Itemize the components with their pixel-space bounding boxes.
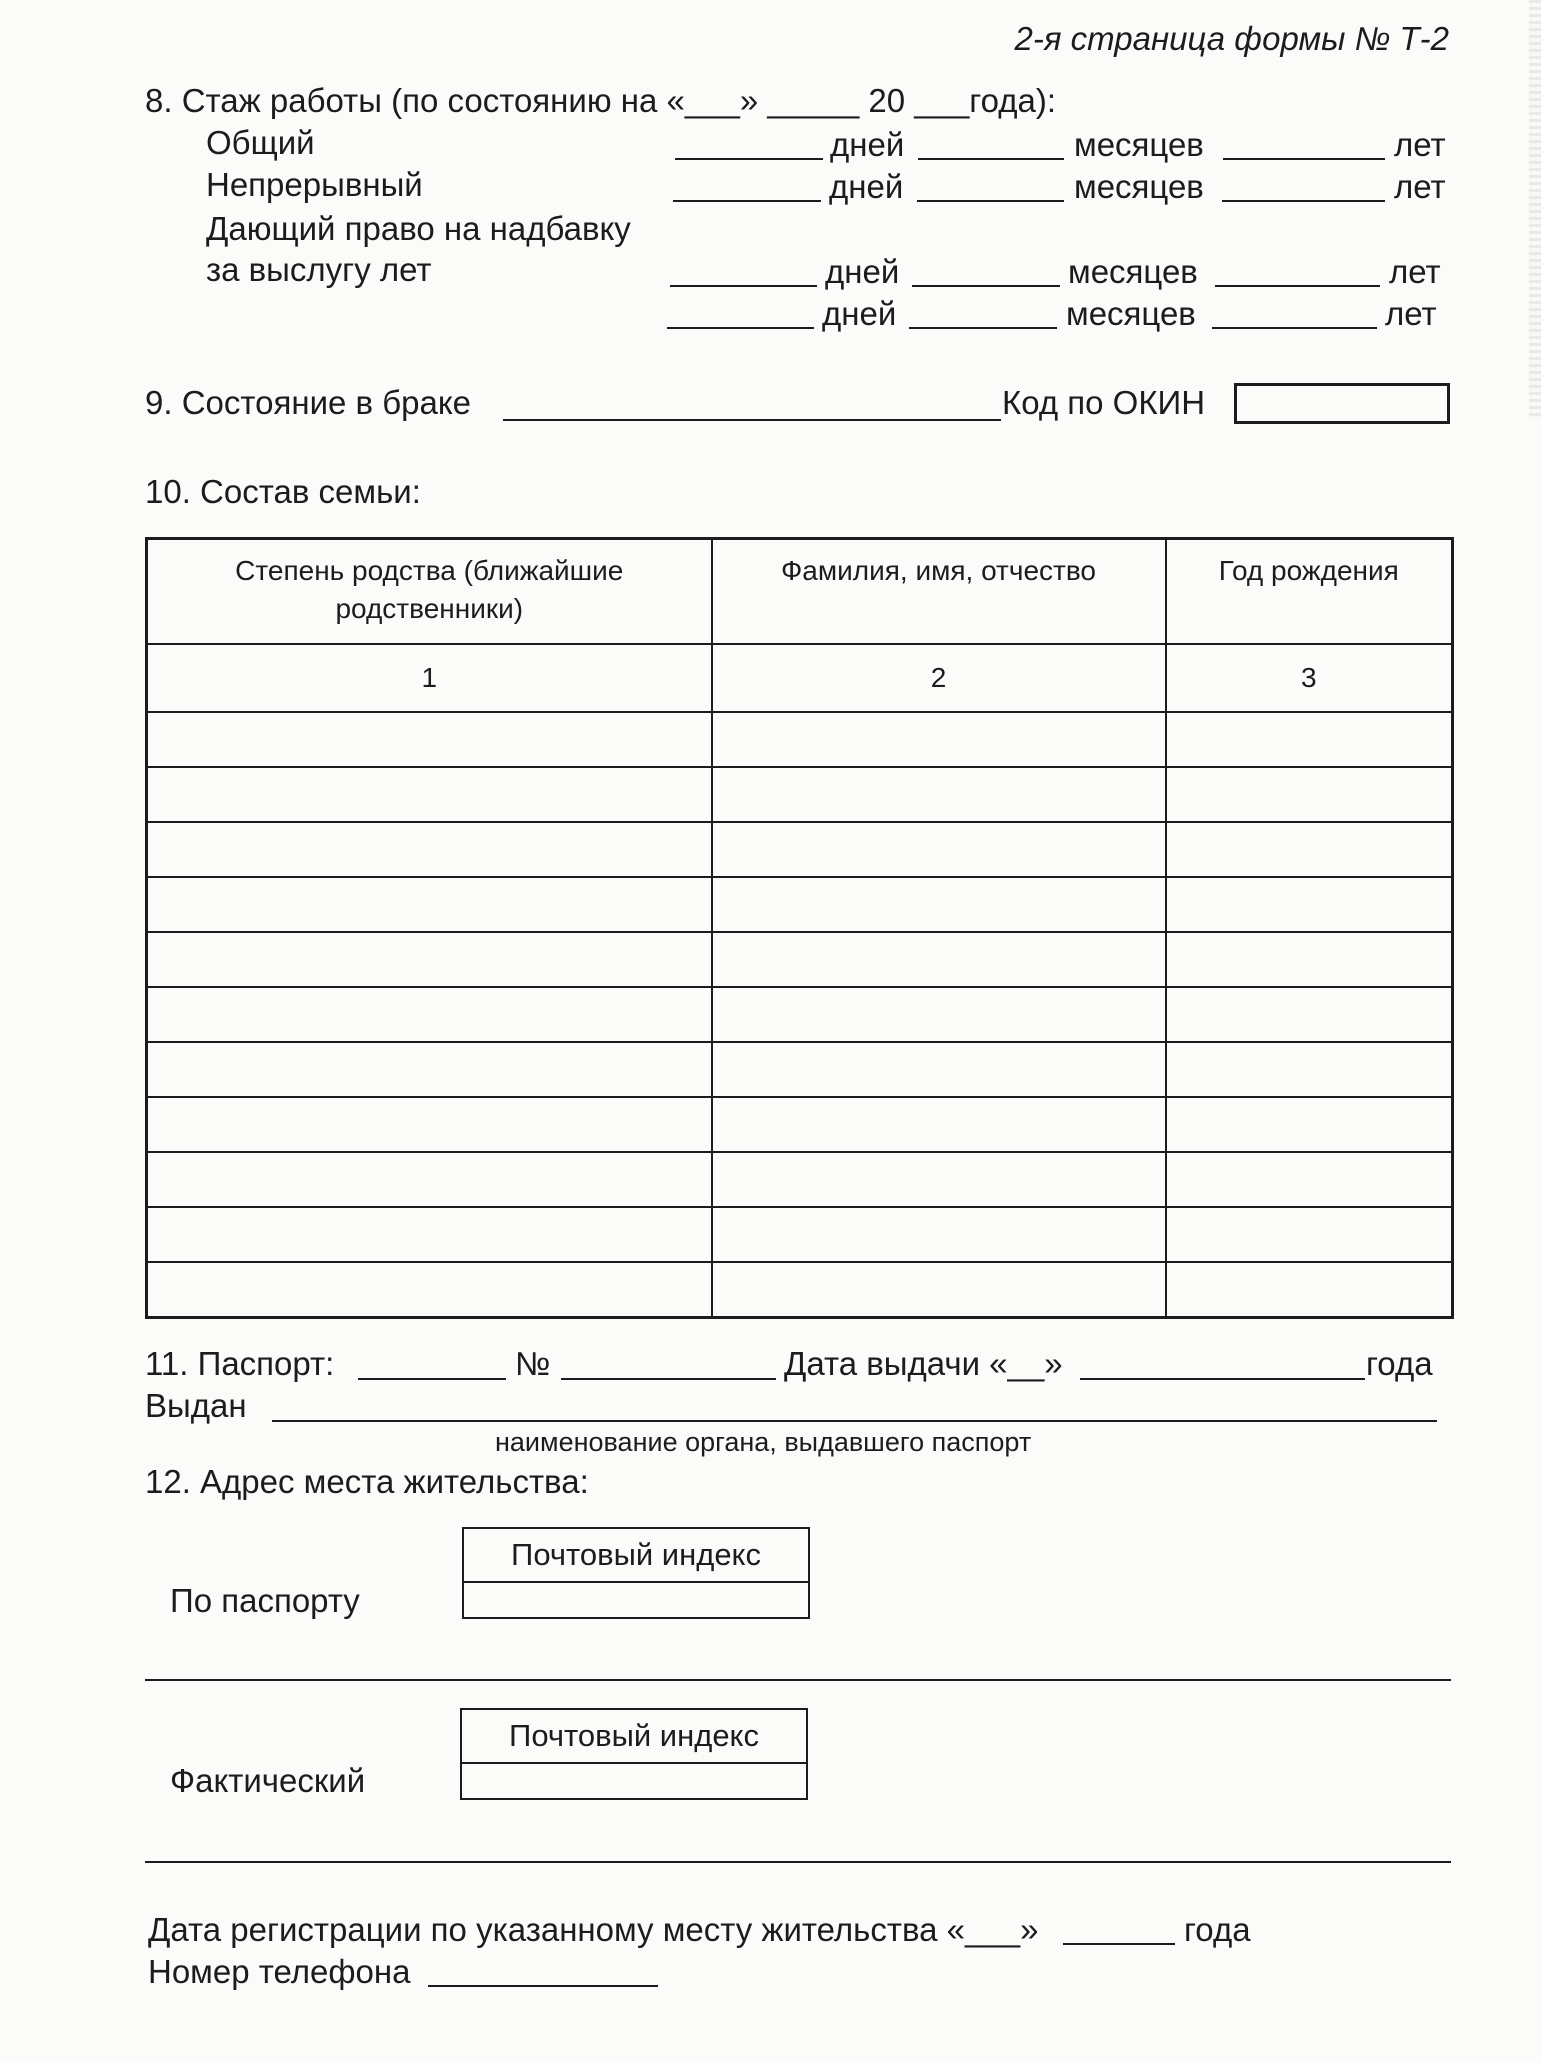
experience-total-years-field[interactable]	[1223, 158, 1385, 160]
table-row	[147, 1207, 1453, 1262]
column-header-birth-year: Год рождения	[1166, 539, 1453, 645]
column-header-fullname: Фамилия, имя, отчество	[712, 539, 1166, 645]
birth-year-cell[interactable]	[1166, 1262, 1453, 1318]
relation-cell[interactable]	[147, 1152, 712, 1207]
postal-index-label: Почтовый индекс	[462, 1710, 806, 1764]
table-row	[147, 767, 1453, 822]
registration-date-label: Дата регистрации по указанному месту жительства «___»	[148, 1911, 1039, 1948]
relation-cell[interactable]	[147, 1097, 712, 1152]
relation-cell[interactable]	[147, 822, 712, 877]
column-number: 1	[147, 644, 712, 712]
relation-cell[interactable]	[147, 987, 712, 1042]
relation-cell[interactable]	[147, 932, 712, 987]
experience-continuous-label: Непрерывный	[206, 166, 423, 203]
experience-seniority-label-2: за выслугу лет	[206, 251, 432, 288]
experience-total-days-field[interactable]	[675, 158, 823, 160]
table-row	[147, 1097, 1453, 1152]
table-row	[147, 1152, 1453, 1207]
experience-seniority-label: Дающий право на надбавку	[206, 210, 631, 247]
months-label: месяцев	[1068, 253, 1198, 290]
birth-year-cell[interactable]	[1166, 987, 1453, 1042]
experience-continuous-years-field[interactable]	[1222, 200, 1385, 202]
table-row	[147, 1262, 1453, 1318]
registration-year-label: года	[1184, 1911, 1251, 1948]
passport-number-label: №	[515, 1345, 551, 1382]
column-header-relation: Степень родства (ближайшие родственники)	[147, 539, 712, 645]
table-row	[147, 987, 1453, 1042]
section8-title: 8. Стаж работы (по состоянию на «___» _____ 20 ___года):	[145, 82, 1056, 119]
passport-series-field[interactable]	[358, 1378, 506, 1380]
birth-year-cell[interactable]	[1166, 1207, 1453, 1262]
registration-date-field[interactable]	[1063, 1943, 1175, 1945]
relation-cell[interactable]	[147, 767, 712, 822]
table-row	[147, 712, 1453, 767]
years-label: лет	[1394, 126, 1446, 163]
address-actual-label: Фактический	[170, 1762, 366, 1799]
passport-issued-by-label: Выдан	[145, 1387, 247, 1424]
months-label: месяцев	[1074, 168, 1204, 205]
experience-total-months-field[interactable]	[918, 158, 1064, 160]
fullname-cell[interactable]	[712, 1152, 1166, 1207]
okin-code-field[interactable]	[1234, 383, 1450, 424]
fullname-cell[interactable]	[712, 1042, 1166, 1097]
experience-continuous-days-field[interactable]	[673, 200, 821, 202]
fullname-cell[interactable]	[712, 987, 1166, 1042]
relation-cell[interactable]	[147, 877, 712, 932]
days-label: дней	[822, 295, 897, 332]
birth-year-cell[interactable]	[1166, 712, 1453, 767]
birth-year-cell[interactable]	[1166, 767, 1453, 822]
postal-index-actual-field[interactable]	[462, 1764, 806, 1798]
family-section-title: 10. Состав семьи:	[145, 473, 421, 510]
family-table	[145, 537, 1454, 1319]
passport-label: 11. Паспорт:	[145, 1345, 335, 1382]
passport-year-label: года	[1366, 1345, 1433, 1382]
column-number: 2	[712, 644, 1166, 712]
fullname-cell[interactable]	[712, 1097, 1166, 1152]
months-label: месяцев	[1066, 295, 1196, 332]
experience-seniority-years-field[interactable]	[1215, 285, 1380, 287]
years-label: лет	[1389, 253, 1441, 290]
passport-number-field[interactable]	[561, 1378, 776, 1380]
okin-code-label: Код по ОКИН	[1002, 384, 1206, 421]
scan-edge-artifact	[1529, 0, 1541, 420]
address-by-passport-label: По паспорту	[170, 1582, 360, 1619]
experience-continuous-months-field[interactable]	[917, 200, 1064, 202]
relation-cell[interactable]	[147, 1262, 712, 1318]
days-label: дней	[829, 168, 904, 205]
column-number: 3	[1166, 644, 1453, 712]
postal-index-box-passport	[462, 1527, 810, 1619]
birth-year-cell[interactable]	[1166, 1042, 1453, 1097]
months-label: месяцев	[1074, 126, 1204, 163]
fullname-cell[interactable]	[712, 1262, 1166, 1318]
table-row	[147, 822, 1453, 877]
passport-issued-by-field[interactable]	[272, 1420, 1437, 1422]
fullname-cell[interactable]	[712, 1207, 1166, 1262]
days-label: дней	[825, 253, 900, 290]
birth-year-cell[interactable]	[1166, 932, 1453, 987]
marital-status-label: 9. Состояние в браке	[145, 384, 471, 421]
passport-issue-date-field[interactable]	[1080, 1378, 1365, 1380]
relation-cell[interactable]	[147, 712, 712, 767]
relation-cell[interactable]	[147, 1207, 712, 1262]
experience-total-label: Общий	[206, 124, 315, 161]
fullname-cell[interactable]	[712, 877, 1166, 932]
fullname-cell[interactable]	[712, 822, 1166, 877]
phone-field[interactable]	[428, 1985, 658, 1987]
phone-label: Номер телефона	[148, 1953, 411, 1990]
table-row	[147, 932, 1453, 987]
page-header: 2-я страница формы № Т-2	[1014, 20, 1449, 57]
years-label: лет	[1385, 295, 1437, 332]
birth-year-cell[interactable]	[1166, 1097, 1453, 1152]
days-label: дней	[830, 126, 905, 163]
birth-year-cell[interactable]	[1166, 877, 1453, 932]
table-row	[147, 877, 1453, 932]
relation-cell[interactable]	[147, 1042, 712, 1097]
marital-status-field[interactable]	[503, 419, 1001, 421]
fullname-cell[interactable]	[712, 767, 1166, 822]
address-section-title: 12. Адрес места жительства:	[145, 1463, 589, 1500]
experience-extra-days-field[interactable]	[667, 327, 814, 329]
postal-index-passport-field[interactable]	[464, 1583, 808, 1617]
address-actual-line[interactable]	[145, 1861, 1451, 1863]
postal-index-label: Почтовый индекс	[464, 1529, 808, 1583]
years-label: лет	[1394, 168, 1446, 205]
experience-extra-months-field[interactable]	[909, 327, 1057, 329]
birth-year-cell[interactable]	[1166, 1152, 1453, 1207]
address-by-passport-line[interactable]	[145, 1679, 1451, 1681]
birth-year-cell[interactable]	[1166, 822, 1453, 877]
postal-index-box-actual	[460, 1708, 808, 1800]
passport-issued-by-caption: наименование органа, выдавшего паспорт	[495, 1427, 1032, 1457]
experience-seniority-days-field[interactable]	[670, 285, 817, 287]
fullname-cell[interactable]	[712, 712, 1166, 767]
experience-seniority-months-field[interactable]	[912, 285, 1060, 287]
experience-extra-years-field[interactable]	[1212, 327, 1377, 329]
fullname-cell[interactable]	[712, 932, 1166, 987]
passport-issue-date-label: Дата выдачи «__»	[784, 1345, 1063, 1382]
table-row	[147, 1042, 1453, 1097]
